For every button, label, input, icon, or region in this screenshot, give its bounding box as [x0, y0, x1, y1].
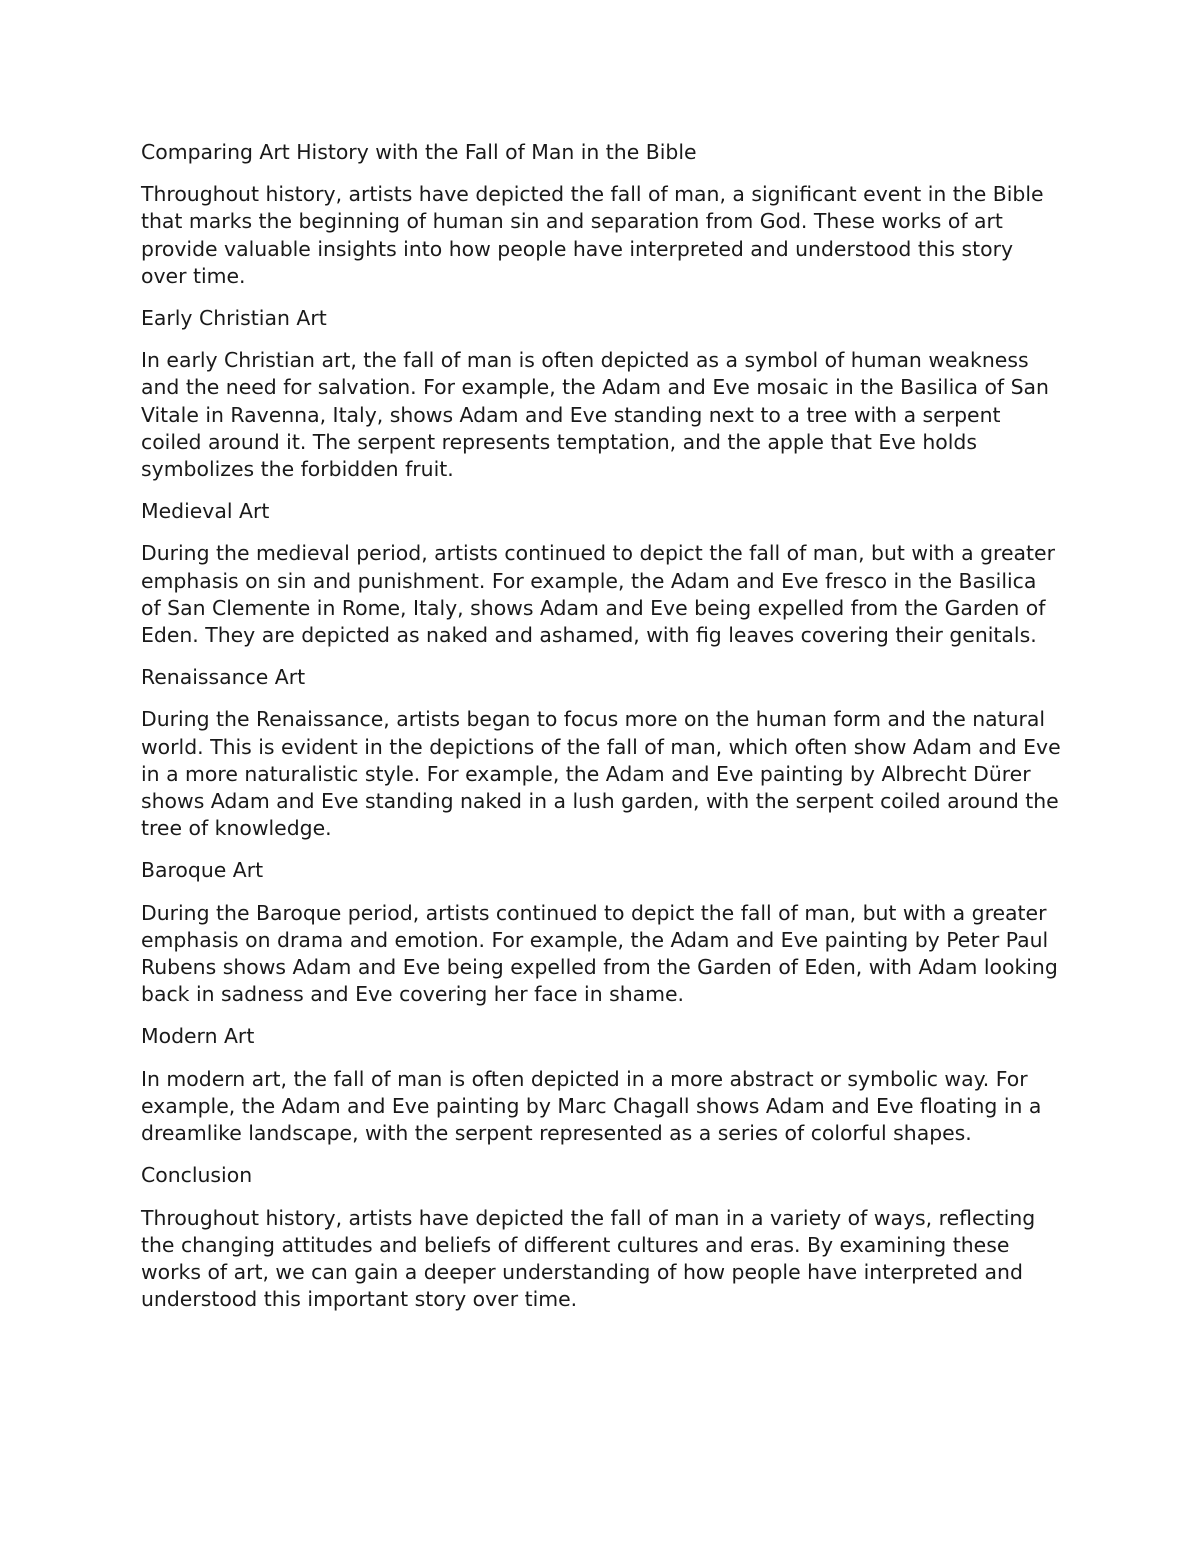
section-heading-conclusion: Conclusion: [141, 1163, 253, 1188]
document-body: [141, 139, 1061, 1328]
section-body-baroque-art: During the Baroque period, artists continued to depict the fall of man, but with a greater emphasis on drama and emotion. For example, the Adam and Eve painting by Peter Paul Rubens shows Adam and Eve being expelled from the Garden of Eden, with Adam looking back in sadness and Eve covering her face in shame.: [141, 900, 1058, 1007]
section-body-renaissance-art: During the Renaissance, artists began to focus more on the human form and the natural world. This is evident in the depictions of the fall of man, which often show Adam and Eve in a more naturalistic style. For example, the Adam and Eve painting by Albrecht Dürer shows Adam and Eve standing naked in a lush garden, with the serpent coiled around the tree of knowledge.: [141, 707, 1061, 841]
intro-paragraph: Throughout history, artists have depicted the fall of man, a significant event in the Bible that marks the beginning of human sin and separation from God. These works of art provide valuable insights into how people have interpreted and understood this story over time.: [141, 182, 1044, 288]
section-body-conclusion: Throughout history, artists have depicted the fall of man in a variety of ways, reflecting the changing attitudes and beliefs of different cultures and eras. By examining these works of art, we can gain a deeper understanding of how people have interpreted and understood this important story over time.: [141, 1205, 1036, 1312]
section-heading-medieval-art: Medieval Art: [141, 499, 270, 524]
section-heading-modern-art: Modern Art: [141, 1024, 255, 1049]
section-body-early-christian-art: In early Christian art, the fall of man is often depicted as a symbol of human weakness and the need for salvation. For example, the Adam and Eve mosaic in the Basilica of San Vitale in Ravenna, Italy, shows Adam and Eve standing next to a tree with a serpent coiled around it. The serpent represents temptation, and the apple that Eve holds symbolizes the forbidden fruit.: [141, 348, 1049, 482]
section-body-modern-art: In modern art, the fall of man is often depicted in a more abstract or symbolic way. For example, the Adam and Eve painting by Marc Chagall shows Adam and Eve floating in a dreamlike landscape, with the serpent represented as a series of colorful shapes.: [141, 1066, 1042, 1146]
section-body-medieval-art: During the medieval period, artists continued to depict the fall of man, but with a greater emphasis on sin and punishment. For example, the Adam and Eve fresco in the Basilica of San Clemente in Rome, Italy, shows Adam and Eve being expelled from the Garden of Eden. They are depicted as naked and ashamed, with fig leaves covering their genitals.: [141, 541, 1055, 648]
section-heading-renaissance-art: Renaissance Art: [141, 665, 306, 690]
section-heading-baroque-art: Baroque Art: [141, 858, 264, 883]
section-heading-early-christian-art: Early Christian Art: [141, 306, 327, 331]
document-title: Comparing Art History with the Fall of Man in the Bible: [141, 140, 697, 164]
